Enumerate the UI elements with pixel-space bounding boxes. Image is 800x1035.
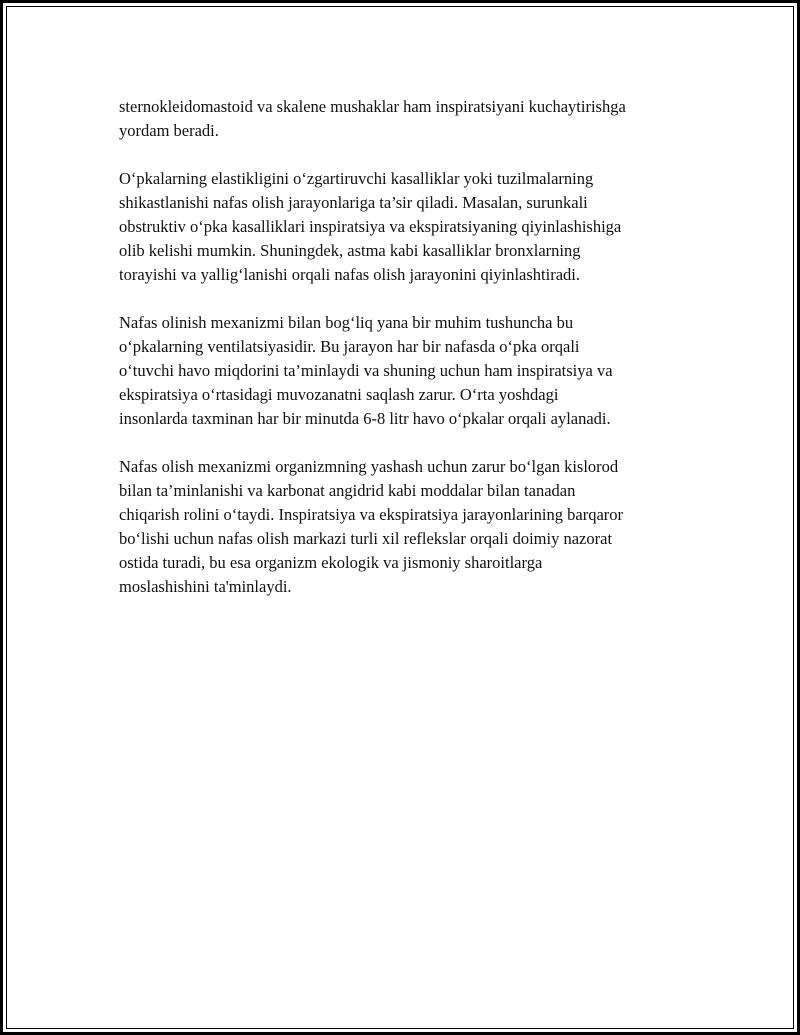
paragraph-line: insonlarda taxminan har bir minutda 6-8 litr havo o‘pkalar orqali aylanadi. xyxy=(119,409,611,428)
paragraph-line: moslashishini ta'minlaydi. xyxy=(119,577,292,596)
paragraph-1 xyxy=(119,95,699,143)
paragraph-line: Nafas olinish mexanizmi bilan bog‘liq yana bir muhim tushuncha bu xyxy=(119,313,574,332)
paragraph-line: shikastlanishi nafas olish jarayonlariga ta’sir qiladi. Masalan, surunkali xyxy=(119,193,588,212)
paragraph-line: Nafas olish mexanizmi organizmning yashash uchun zarur bo‘lgan kislorod xyxy=(119,457,619,476)
paragraph-line: torayishi va yallig‘lanishi orqali nafas olish jarayonini qiyinlashtiradi. xyxy=(119,265,580,284)
paragraph-line: bo‘lishi uchun nafas olish markazi turli xil reflekslar orqali doimiy nazorat xyxy=(119,529,613,548)
paragraph-line: chiqarish rolini o‘taydi. Inspiratsiya va ekspiratsiya jarayonlarining barqaror xyxy=(119,505,624,524)
paragraph-3 xyxy=(119,311,699,431)
document-body xyxy=(119,95,699,623)
paragraph-line: bilan ta’minlanishi va karbonat angidrid kabi moddalar bilan tanadan xyxy=(119,481,576,500)
paragraph-2 xyxy=(119,167,699,287)
paragraph-line: obstruktiv o‘pka kasalliklari inspiratsiya va ekspiratsiyaning qiyinlashishiga xyxy=(119,217,622,236)
paragraph-line: o‘pkalarning ventilatsiyasidir. Bu jarayon har bir nafasda o‘pka orqali xyxy=(119,337,580,356)
paragraph-line: o‘tuvchi havo miqdorini ta’minlaydi va shuning uchun ham inspiratsiya va xyxy=(119,361,613,380)
paragraph-line: ostida turadi, bu esa organizm ekologik va jismoniy sharoitlarga xyxy=(119,553,543,572)
paragraph-line: yordam beradi. xyxy=(119,121,219,140)
paragraph-line: olib kelishi mumkin. Shuningdek, astma kabi kasalliklar bronxlarning xyxy=(119,241,581,260)
paragraph-line: ekspiratsiya o‘rtasidagi muvozanatni saqlash zarur. O‘rta yoshdagi xyxy=(119,385,559,404)
paragraph-line: sternokleidomastoid va skalene mushaklar ham inspiratsiyani kuchaytirishga xyxy=(119,97,626,116)
paragraph-4 xyxy=(119,455,699,599)
paragraph-line: O‘pkalarning elastikligini o‘zgartiruvchi kasalliklar yoki tuzilmalarning xyxy=(119,169,594,188)
